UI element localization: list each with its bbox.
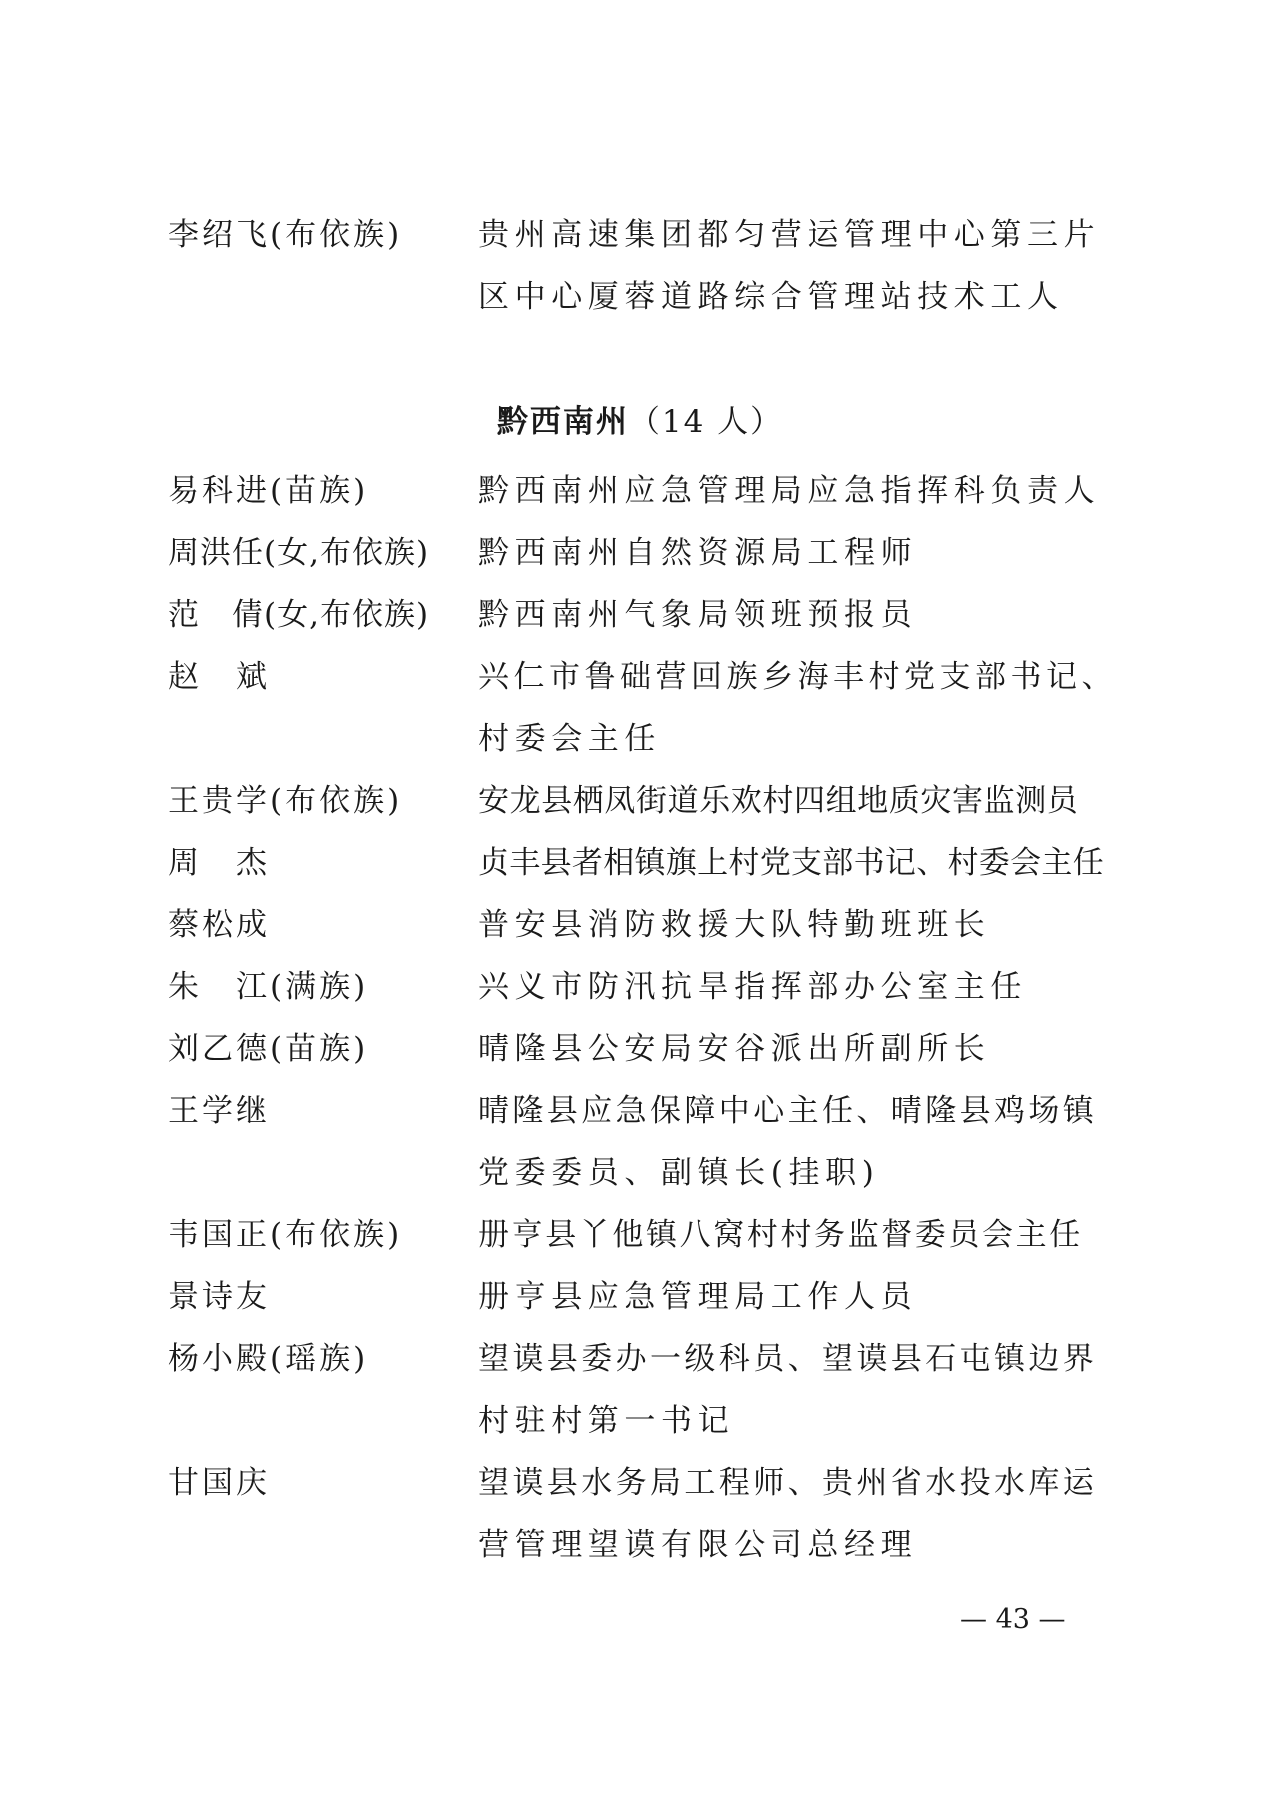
person-name: 范 倩(女,布依族) [168,597,430,633]
role-line: 望谟县委办一级科员、望谟县石屯镇边界 [478,1341,1098,1377]
role-line: 册亨县丫他镇八窝村村务监督委员会主任 [478,1217,1083,1253]
person-name: 王学继 [168,1093,270,1129]
role-line: 村委会主任 [478,721,661,757]
person-name: 刘乙德(苗族) [168,1031,369,1067]
person-role [478,460,1118,522]
person-role [478,770,1118,832]
role-line: 黔西南州应急管理局应急指挥科负责人 [478,473,1101,509]
person-role [478,1018,1118,1080]
role-line: 晴隆县公安局安谷派出所副所长 [478,1031,991,1067]
person-name: 朱 江(满族) [168,969,369,1005]
person-role [478,1080,1118,1204]
role-line: 黔西南州气象局领班预报员 [478,597,918,633]
person-role [478,894,1118,956]
role-line: 普安县消防救援大队特勤班班长 [478,907,991,943]
person-role [478,1204,1118,1266]
role-line: 安龙县栖凤街道乐欢村四组地质灾害监测员 [478,783,1079,819]
person-name: 甘国庆 [168,1465,270,1501]
role-line: 望谟县水务局工程师、贵州省水投水库运 [478,1465,1098,1501]
person-role [478,832,1118,894]
page-number: — 43 — [960,1604,1066,1635]
person-role [478,956,1118,1018]
person-name: 周洪任(女,布依族) [168,535,430,571]
person-role [478,522,1118,584]
person-name: 李绍飞(布依族) [168,217,403,253]
role-line: 贞丰县者相镇旗上村党支部书记、村委会主任 [478,845,1104,881]
section-title: 黔西南州 [496,404,629,440]
person-name: 周 杰 [168,845,270,881]
person-name: 韦国正(布依族) [168,1217,403,1253]
section-count: （14 人） [628,404,784,440]
role-line: 贵州高速集团都匀营运管理中心第三片 [478,217,1101,253]
person-name: 王贵学(布依族) [168,783,403,819]
person-name: 易科进(苗族) [168,473,369,509]
role-line: 黔西南州自然资源局工程师 [478,535,918,571]
person-name: 杨小殿(瑶族) [168,1341,369,1377]
person-role [478,204,1118,328]
role-line: 册亨县应急管理局工作人员 [478,1279,918,1315]
role-line: 兴仁市鲁础营回族乡海丰村党支部书记、 [478,659,1117,695]
person-role [478,584,1118,646]
section-heading [0,396,1280,441]
person-role [478,1328,1118,1452]
person-role [478,1266,1118,1328]
person-name: 景诗友 [168,1279,270,1315]
role-line: 村驻村第一书记 [478,1403,735,1439]
role-line: 晴隆县应急保障中心主任、晴隆县鸡场镇 [478,1093,1098,1129]
person-name: 赵 斌 [168,659,270,695]
person-name: 蔡松成 [168,907,270,943]
role-line: 党委委员、副镇长(挂职) [478,1155,880,1191]
person-role [478,1452,1118,1576]
role-line: 兴义市防汛抗旱指挥部办公室主任 [478,969,1027,1005]
role-line: 区中心厦蓉道路综合管理站技术工人 [478,279,1064,315]
role-line: 营管理望谟有限公司总经理 [478,1527,918,1563]
person-role [478,646,1118,770]
